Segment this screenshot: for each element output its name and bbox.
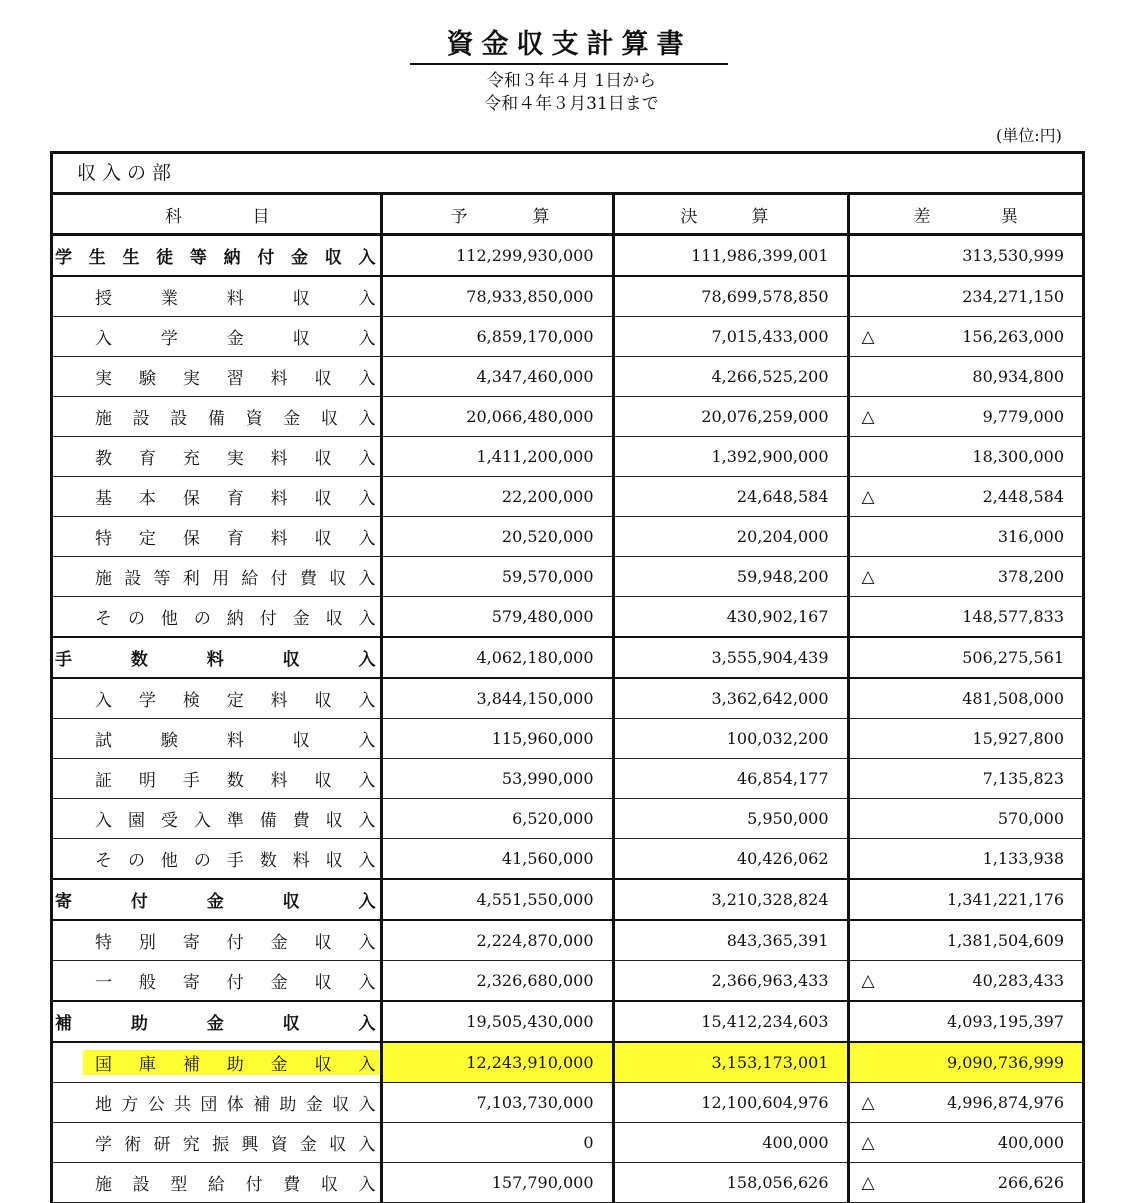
budget-value: 2,326,680,000 bbox=[476, 971, 594, 990]
negative-marker bbox=[862, 527, 882, 546]
budget-value: 2,224,870,000 bbox=[476, 931, 594, 950]
budget-value: 4,062,180,000 bbox=[476, 648, 594, 667]
row-label-text: 施 設 等 利 用 給 付 費 収 入 bbox=[95, 569, 376, 589]
budget-value: 115,960,000 bbox=[491, 729, 594, 748]
row-label bbox=[53, 397, 381, 437]
table-row bbox=[53, 517, 1082, 557]
negative-marker bbox=[862, 769, 882, 788]
diff-cell bbox=[848, 477, 1082, 517]
row-label bbox=[53, 557, 381, 597]
budget-value: 6,520,000 bbox=[512, 809, 594, 828]
diff-value: 400,000 bbox=[997, 1132, 1064, 1152]
actual-cell bbox=[613, 961, 848, 1002]
budget-value: 59,570,000 bbox=[501, 567, 594, 586]
diff-cell bbox=[848, 759, 1082, 799]
table-row bbox=[53, 799, 1082, 839]
diff-cell bbox=[848, 799, 1082, 839]
actual-cell bbox=[613, 437, 848, 477]
budget-value: 6,859,170,000 bbox=[476, 327, 594, 346]
actual-cell bbox=[613, 357, 848, 397]
negative-marker bbox=[862, 931, 882, 950]
budget-cell bbox=[381, 517, 613, 557]
diff-value: 9,779,000 bbox=[982, 406, 1064, 426]
diff-cell bbox=[848, 839, 1082, 880]
diff-cell bbox=[848, 397, 1082, 437]
budget-cell bbox=[381, 235, 613, 277]
row-label-text: 入 園 受 入 準 備 費 収 入 bbox=[95, 811, 376, 831]
row-label-text: 入 学 検 定 料 収 入 bbox=[95, 691, 376, 711]
actual-value: 46,854,177 bbox=[736, 769, 829, 788]
negative-marker bbox=[862, 447, 882, 466]
actual-cell bbox=[613, 1123, 848, 1163]
actual-cell bbox=[613, 597, 848, 638]
budget-cell bbox=[381, 1083, 613, 1123]
negative-marker bbox=[862, 607, 882, 626]
budget-value: 4,551,550,000 bbox=[476, 890, 594, 909]
actual-value: 3,210,328,824 bbox=[711, 890, 829, 909]
diff-value: 9,090,736,999 bbox=[946, 1053, 1064, 1072]
budget-value: 22,200,000 bbox=[501, 487, 594, 506]
budget-value: 1,411,200,000 bbox=[476, 447, 594, 466]
budget-value: 12,243,910,000 bbox=[466, 1053, 594, 1072]
budget-cell bbox=[381, 719, 613, 759]
table-row bbox=[53, 719, 1082, 759]
actual-value: 3,153,173,001 bbox=[711, 1053, 829, 1072]
row-label-text: 国 庫 補 助 金 収 入 bbox=[83, 1050, 380, 1075]
budget-value: 157,790,000 bbox=[491, 1173, 594, 1192]
row-label bbox=[53, 719, 381, 759]
budget-value: 4,347,460,000 bbox=[476, 367, 594, 386]
row-label bbox=[53, 1163, 381, 1203]
row-label-text: 入 学 金 収 入 bbox=[95, 329, 376, 349]
row-label-text: 一 般 寄 付 金 収 入 bbox=[95, 973, 376, 993]
negative-marker bbox=[862, 1012, 882, 1031]
budget-cell bbox=[381, 276, 613, 317]
budget-cell bbox=[381, 1123, 613, 1163]
actual-cell bbox=[613, 839, 848, 880]
diff-cell bbox=[848, 1001, 1082, 1042]
actual-value: 3,555,904,439 bbox=[711, 648, 829, 667]
budget-cell bbox=[381, 597, 613, 638]
budget-value: 53,990,000 bbox=[501, 769, 594, 788]
diff-cell bbox=[848, 1123, 1082, 1163]
budget-cell bbox=[381, 799, 613, 839]
table-row bbox=[53, 437, 1082, 477]
row-label-text: そ の 他 の 手 数 料 収 入 bbox=[95, 851, 376, 871]
row-label bbox=[53, 235, 381, 277]
row-label bbox=[53, 1001, 381, 1042]
diff-value: 570,000 bbox=[997, 809, 1064, 828]
table-row bbox=[53, 477, 1082, 517]
row-label bbox=[53, 276, 381, 317]
diff-cell bbox=[848, 517, 1082, 557]
budget-value: 78,933,850,000 bbox=[466, 287, 594, 306]
row-label bbox=[53, 961, 381, 1002]
table-row bbox=[53, 759, 1082, 799]
row-label-text: 試 験 料 収 入 bbox=[95, 731, 376, 751]
diff-value: 1,381,504,609 bbox=[946, 931, 1064, 950]
diff-cell bbox=[848, 557, 1082, 597]
negative-marker: △ bbox=[861, 970, 875, 991]
row-label-text: 実 験 実 習 料 収 入 bbox=[95, 369, 376, 389]
actual-cell bbox=[613, 920, 848, 961]
actual-cell bbox=[613, 235, 848, 277]
row-label-text: 施 設 設 備 資 金 収 入 bbox=[95, 409, 376, 429]
negative-marker: △ bbox=[861, 1092, 875, 1113]
actual-value: 1,392,900,000 bbox=[711, 447, 829, 466]
diff-cell bbox=[848, 1042, 1082, 1083]
diff-cell bbox=[848, 1163, 1082, 1203]
actual-value: 3,362,642,000 bbox=[711, 689, 829, 708]
budget-value: 112,299,930,000 bbox=[456, 246, 594, 265]
actual-cell bbox=[613, 799, 848, 839]
actual-value: 430,902,167 bbox=[726, 607, 829, 626]
budget-value: 7,103,730,000 bbox=[476, 1093, 594, 1112]
header-actual: 決 算 bbox=[613, 195, 848, 235]
diff-cell bbox=[848, 678, 1082, 719]
negative-marker bbox=[862, 729, 882, 748]
diff-value: 316,000 bbox=[997, 527, 1064, 546]
row-label-text: そ の 他 の 納 付 金 収 入 bbox=[95, 609, 376, 629]
actual-value: 111,986,399,001 bbox=[691, 246, 829, 265]
row-label-text: 手 数 料 収 入 bbox=[55, 650, 376, 670]
budget-cell bbox=[381, 839, 613, 880]
budget-cell bbox=[381, 1001, 613, 1042]
row-label-text: 特 別 寄 付 金 収 入 bbox=[95, 933, 376, 953]
negative-marker: △ bbox=[861, 406, 875, 427]
negative-marker bbox=[862, 689, 882, 708]
diff-value: 234,271,150 bbox=[962, 287, 1064, 306]
actual-value: 20,204,000 bbox=[736, 527, 829, 546]
row-label bbox=[53, 637, 381, 678]
table-row bbox=[53, 357, 1082, 397]
row-label bbox=[53, 759, 381, 799]
budget-value: 3,844,150,000 bbox=[476, 689, 594, 708]
negative-marker: △ bbox=[861, 566, 875, 587]
negative-marker: △ bbox=[861, 1172, 875, 1193]
actual-value: 7,015,433,000 bbox=[711, 327, 829, 346]
budget-cell bbox=[381, 920, 613, 961]
row-label-text: 学 生 生 徒 等 納 付 金 収 入 bbox=[55, 248, 376, 268]
diff-value: 18,300,000 bbox=[972, 447, 1064, 466]
header-budget: 予 算 bbox=[381, 195, 613, 235]
table-row bbox=[53, 557, 1082, 597]
category-row bbox=[53, 1001, 1082, 1042]
row-label bbox=[53, 1083, 381, 1123]
actual-cell bbox=[613, 1042, 848, 1083]
negative-marker: △ bbox=[861, 1132, 875, 1153]
diff-value: 148,577,833 bbox=[962, 607, 1064, 626]
table-row bbox=[53, 839, 1082, 880]
actual-cell bbox=[613, 678, 848, 719]
actual-cell bbox=[613, 276, 848, 317]
actual-value: 40,426,062 bbox=[736, 849, 829, 868]
actual-value: 4,266,525,200 bbox=[711, 367, 829, 386]
category-row bbox=[53, 637, 1082, 678]
diff-cell bbox=[848, 235, 1082, 277]
section-heading: 収入の部 bbox=[53, 154, 1082, 195]
document-title: 資金収支計算書 bbox=[410, 22, 728, 65]
budget-value: 20,066,480,000 bbox=[466, 407, 594, 426]
row-label-text: 寄 付 金 収 入 bbox=[55, 892, 376, 912]
row-label bbox=[53, 597, 381, 638]
row-label bbox=[53, 920, 381, 961]
row-label bbox=[53, 517, 381, 557]
diff-value: 313,530,999 bbox=[962, 246, 1064, 265]
budget-cell bbox=[381, 678, 613, 719]
budget-value: 20,520,000 bbox=[501, 527, 594, 546]
negative-marker: △ bbox=[861, 326, 875, 347]
table-row bbox=[53, 276, 1082, 317]
table-row bbox=[53, 317, 1082, 357]
budget-cell bbox=[381, 637, 613, 678]
actual-value: 5,950,000 bbox=[747, 809, 829, 828]
diff-cell bbox=[848, 961, 1082, 1002]
diff-cell bbox=[848, 637, 1082, 678]
negative-marker bbox=[862, 849, 882, 868]
diff-cell bbox=[848, 437, 1082, 477]
budget-cell bbox=[381, 477, 613, 517]
table-row bbox=[53, 1163, 1082, 1203]
table-row bbox=[53, 961, 1082, 1002]
actual-cell bbox=[613, 1163, 848, 1203]
negative-marker bbox=[862, 648, 882, 667]
category-row bbox=[53, 235, 1082, 277]
table-row bbox=[53, 678, 1082, 719]
row-label-text: 基 本 保 育 料 収 入 bbox=[95, 489, 376, 509]
diff-cell bbox=[848, 357, 1082, 397]
actual-cell bbox=[613, 477, 848, 517]
diff-value: 506,275,561 bbox=[962, 648, 1064, 667]
diff-cell bbox=[848, 1083, 1082, 1123]
row-label bbox=[53, 437, 381, 477]
diff-cell bbox=[848, 276, 1082, 317]
actual-value: 20,076,259,000 bbox=[701, 407, 829, 426]
negative-marker bbox=[862, 809, 882, 828]
actual-cell bbox=[613, 719, 848, 759]
actual-value: 2,366,963,433 bbox=[711, 971, 829, 990]
row-label bbox=[53, 1123, 381, 1163]
actual-cell bbox=[613, 879, 848, 920]
diff-cell bbox=[848, 317, 1082, 357]
row-label-text: 教 育 充 実 料 収 入 bbox=[95, 449, 376, 469]
table-row bbox=[53, 597, 1082, 638]
actual-cell bbox=[613, 397, 848, 437]
table-row bbox=[53, 397, 1082, 437]
row-label bbox=[53, 357, 381, 397]
period-to: 令和４年３月31日まで bbox=[484, 94, 659, 114]
table-row bbox=[53, 1123, 1082, 1163]
negative-marker bbox=[862, 287, 882, 306]
budget-value: 19,505,430,000 bbox=[466, 1012, 594, 1031]
actual-cell bbox=[613, 759, 848, 799]
actual-value: 59,948,200 bbox=[736, 567, 829, 586]
row-label-text: 学 術 研 究 振 興 資 金 収 入 bbox=[95, 1135, 376, 1155]
table-row bbox=[53, 1042, 1082, 1083]
header-row bbox=[53, 195, 1082, 235]
actual-cell bbox=[613, 1083, 848, 1123]
budget-cell bbox=[381, 317, 613, 357]
actual-value: 400,000 bbox=[762, 1133, 829, 1152]
actual-value: 12,100,604,976 bbox=[701, 1093, 829, 1112]
table-row bbox=[53, 920, 1082, 961]
actual-cell bbox=[613, 557, 848, 597]
actual-value: 843,365,391 bbox=[726, 931, 829, 950]
negative-marker bbox=[862, 1053, 882, 1072]
actual-cell bbox=[613, 1001, 848, 1042]
diff-cell bbox=[848, 920, 1082, 961]
row-label bbox=[53, 799, 381, 839]
row-label bbox=[53, 317, 381, 357]
row-label-text: 施 設 型 給 付 費 収 入 bbox=[95, 1175, 376, 1195]
row-label bbox=[53, 839, 381, 880]
row-label-text: 地 方 公 共 団 体 補 助 金 収 入 bbox=[95, 1095, 376, 1115]
row-label bbox=[53, 879, 381, 920]
diff-value: 266,626 bbox=[997, 1172, 1064, 1192]
period-from: 令和３年４月 1日から bbox=[486, 71, 657, 91]
row-label-text: 特 定 保 育 料 収 入 bbox=[95, 529, 376, 549]
row-label bbox=[53, 1042, 381, 1083]
actual-value: 15,412,234,603 bbox=[701, 1012, 829, 1031]
actual-value: 100,032,200 bbox=[726, 729, 829, 748]
negative-marker: △ bbox=[861, 486, 875, 507]
header-diff: 差 異 bbox=[848, 195, 1082, 235]
diff-value: 7,135,823 bbox=[982, 769, 1064, 788]
diff-value: 80,934,800 bbox=[972, 367, 1064, 386]
row-label-text: 補 助 金 収 入 bbox=[55, 1014, 376, 1034]
statement-table bbox=[50, 151, 1085, 1203]
diff-value: 1,133,938 bbox=[982, 849, 1064, 868]
diff-value: 4,093,195,397 bbox=[946, 1012, 1064, 1031]
actual-value: 158,056,626 bbox=[726, 1173, 829, 1192]
row-label bbox=[53, 477, 381, 517]
diff-value: 1,341,221,176 bbox=[946, 890, 1064, 909]
actual-value: 24,648,584 bbox=[736, 487, 829, 506]
actual-cell bbox=[613, 317, 848, 357]
diff-value: 481,508,000 bbox=[962, 689, 1064, 708]
budget-cell bbox=[381, 879, 613, 920]
header-item: 科 目 bbox=[53, 195, 381, 235]
budget-cell bbox=[381, 759, 613, 799]
unit-label: (単位:円) bbox=[996, 126, 1062, 145]
diff-value: 156,263,000 bbox=[962, 326, 1064, 346]
negative-marker bbox=[862, 890, 882, 909]
budget-cell bbox=[381, 1163, 613, 1203]
diff-cell bbox=[848, 597, 1082, 638]
budget-value: 41,560,000 bbox=[501, 849, 594, 868]
negative-marker bbox=[862, 246, 882, 265]
diff-value: 2,448,584 bbox=[982, 486, 1064, 506]
budget-cell bbox=[381, 397, 613, 437]
actual-cell bbox=[613, 637, 848, 678]
row-label-text: 証 明 手 数 料 収 入 bbox=[95, 771, 376, 791]
negative-marker bbox=[862, 367, 882, 386]
actual-cell bbox=[613, 517, 848, 557]
diff-value: 4,996,874,976 bbox=[946, 1092, 1064, 1112]
diff-cell bbox=[848, 879, 1082, 920]
budget-cell bbox=[381, 437, 613, 477]
budget-cell bbox=[381, 357, 613, 397]
budget-value: 0 bbox=[583, 1133, 594, 1152]
diff-value: 15,927,800 bbox=[972, 729, 1064, 748]
budget-cell bbox=[381, 961, 613, 1002]
income-table bbox=[53, 195, 1082, 1203]
diff-cell bbox=[848, 719, 1082, 759]
diff-value: 40,283,433 bbox=[972, 970, 1064, 990]
budget-cell bbox=[381, 557, 613, 597]
row-label-text: 授 業 料 収 入 bbox=[95, 289, 376, 309]
table-row bbox=[53, 1083, 1082, 1123]
budget-cell bbox=[381, 1042, 613, 1083]
category-row bbox=[53, 879, 1082, 920]
budget-value: 579,480,000 bbox=[491, 607, 594, 626]
diff-value: 378,200 bbox=[997, 566, 1064, 586]
actual-value: 78,699,578,850 bbox=[701, 287, 829, 306]
row-label bbox=[53, 678, 381, 719]
